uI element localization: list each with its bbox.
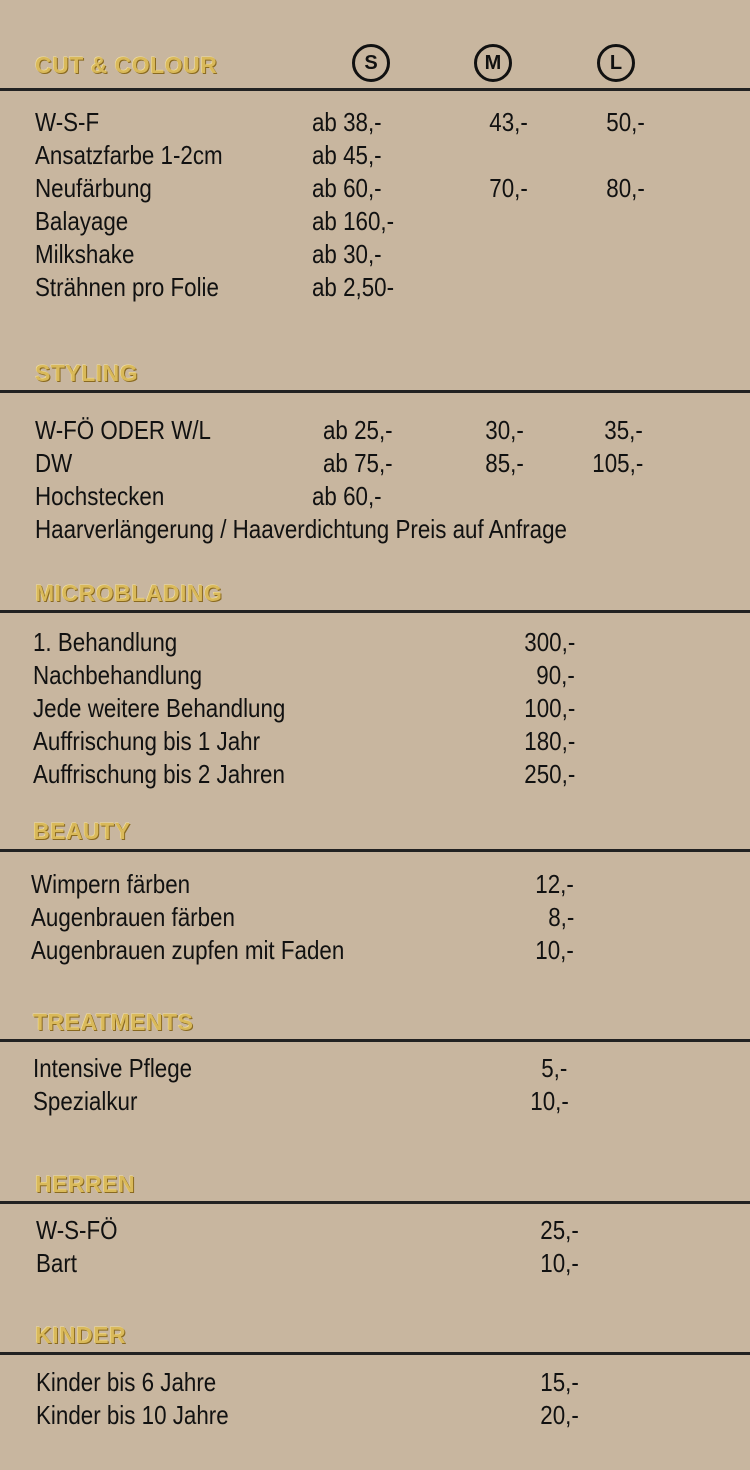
price-s: ab 60,- <box>312 173 382 203</box>
price-s: ab 45,- <box>312 140 382 170</box>
section-title-styling: STYLING <box>35 360 139 386</box>
price: 10,- <box>540 1248 579 1278</box>
price: 10,- <box>530 1086 569 1116</box>
price-m: 85,- <box>485 448 524 478</box>
price: 10,- <box>535 935 574 965</box>
service-label: Wimpern färben <box>31 869 191 899</box>
section-divider <box>0 88 750 91</box>
service-label: W-S-F <box>35 107 100 137</box>
section-divider <box>0 849 750 852</box>
size-l-badge: L <box>597 44 635 82</box>
price-s: ab 25,- <box>323 415 393 445</box>
service-label: Spezialkur <box>33 1086 138 1116</box>
price: 250,- <box>524 759 575 789</box>
price: 180,- <box>524 726 575 756</box>
service-label: Strähnen pro Folie <box>35 272 219 302</box>
price-s: ab 2,50- <box>312 272 395 302</box>
price: 100,- <box>524 693 575 723</box>
price-s: ab 60,- <box>312 481 382 511</box>
section-divider <box>0 610 750 613</box>
section-divider <box>0 1201 750 1204</box>
price-s: ab 30,- <box>312 239 382 269</box>
service-label: Kinder bis 10 Jahre <box>36 1400 229 1430</box>
price-l: 35,- <box>604 415 643 445</box>
service-label: Nachbehandlung <box>33 660 203 690</box>
service-label: W-FÖ ODER W/L <box>35 415 211 445</box>
service-label: Augenbrauen zupfen mit Faden <box>31 935 345 965</box>
service-label: Balayage <box>35 206 129 236</box>
price-l: 80,- <box>606 173 645 203</box>
price-m: 30,- <box>485 415 524 445</box>
service-label: Kinder bis 6 Jahre <box>36 1367 217 1397</box>
price-l: 105,- <box>592 448 643 478</box>
price: 12,- <box>535 869 574 899</box>
service-label: Auffrischung bis 2 Jahren <box>33 759 285 789</box>
section-divider <box>0 1039 750 1042</box>
service-label: Bart <box>36 1248 78 1278</box>
section-divider <box>0 1352 750 1355</box>
size-m-badge: M <box>474 44 512 82</box>
price: 90,- <box>536 660 575 690</box>
service-label: Jede weitere Behandlung <box>33 693 286 723</box>
section-divider <box>0 390 750 393</box>
size-s-badge: S <box>352 44 390 82</box>
section-title-cut-colour: CUT & COLOUR <box>35 52 218 78</box>
price-m: 70,- <box>489 173 528 203</box>
price: 300,- <box>524 627 575 657</box>
section-title-treatments: TREATMENTS <box>33 1009 194 1035</box>
price: 20,- <box>540 1400 579 1430</box>
section-title-microblading: MICROBLADING <box>35 580 223 606</box>
service-label: Milkshake <box>35 239 135 269</box>
service-label: DW <box>35 448 73 478</box>
service-label: Intensive Pflege <box>33 1053 193 1083</box>
section-title-herren: HERREN <box>35 1171 136 1197</box>
service-label: Neufärbung <box>35 173 152 203</box>
price: 8,- <box>547 902 574 932</box>
price: 5,- <box>540 1053 567 1083</box>
price-s: ab 160,- <box>312 206 395 236</box>
price-s: ab 75,- <box>323 448 393 478</box>
price: 25,- <box>540 1215 579 1245</box>
section-title-beauty: BEAUTY <box>33 818 131 844</box>
service-label: Auffrischung bis 1 Jahr <box>33 726 261 756</box>
price-s: ab 38,- <box>312 107 382 137</box>
service-label: Hochstecken <box>35 481 165 511</box>
price: 15,- <box>540 1367 579 1397</box>
service-label: 1. Behandlung <box>33 627 178 657</box>
price-m: 43,- <box>489 107 528 137</box>
service-label: Augenbrauen färben <box>31 902 235 932</box>
styling-note: Haarverlängerung / Haaverdichtung Preis auf Anfrage <box>35 514 567 544</box>
price-l: 50,- <box>606 107 645 137</box>
service-label: W-S-FÖ <box>36 1215 118 1245</box>
section-title-kinder: KINDER <box>35 1322 127 1348</box>
service-label: Ansatzfarbe 1-2cm <box>35 140 223 170</box>
